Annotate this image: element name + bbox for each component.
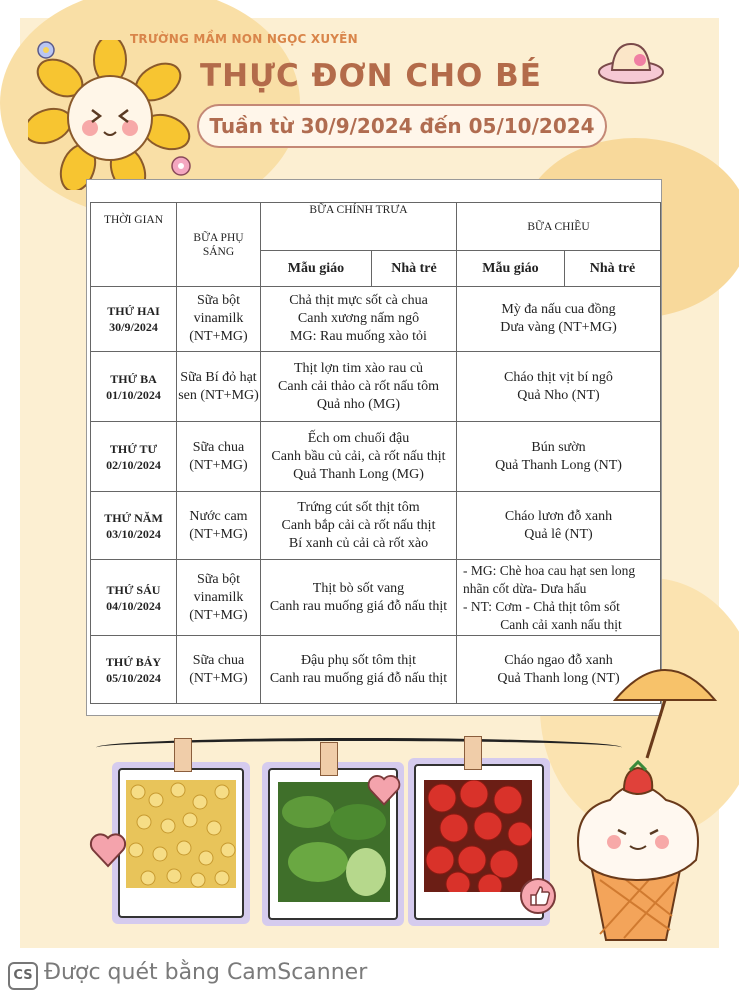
lunch-line: Canh xương nấm ngô bbox=[297, 311, 420, 326]
breakfast-cell: Sữa chua (NT+MG) bbox=[177, 636, 261, 704]
lunch-line: Ếch om chuối đậu bbox=[307, 430, 410, 446]
afternoon-line: - NT: Cơm - Chả thịt tôm sốt bbox=[463, 598, 620, 614]
day-name: THỨ HAI bbox=[107, 304, 160, 318]
breakfast-cell: Sữa chua (NT+MG) bbox=[177, 422, 261, 492]
corn-photo bbox=[118, 768, 244, 918]
lunch-cell bbox=[261, 287, 457, 352]
sub-kindergarten: Mẫu giáo bbox=[457, 251, 565, 287]
lunch-line: Bí xanh củ cải cà rốt xào bbox=[288, 535, 429, 551]
clothespin bbox=[464, 736, 482, 770]
heart-icon bbox=[88, 830, 128, 870]
tomato-image bbox=[424, 780, 532, 892]
table-row bbox=[91, 287, 661, 352]
sun-hat-illustration bbox=[596, 40, 666, 86]
umbrella-illustration bbox=[610, 640, 720, 760]
corn-image bbox=[126, 780, 236, 888]
day-date: 03/10/2024 bbox=[106, 526, 161, 541]
sub-nursery: Nhà trẻ bbox=[372, 251, 457, 287]
day-name: THỨ SÁU bbox=[106, 582, 161, 597]
afternoon-cell bbox=[457, 560, 661, 636]
breakfast-cell: Sữa bột vinamilk (NT+MG) bbox=[177, 287, 261, 352]
breakfast-cell: Sữa bột vinamilk (NT+MG) bbox=[177, 560, 261, 636]
day-cell bbox=[91, 422, 177, 492]
lunch-line: Quả nho (MG) bbox=[316, 396, 401, 412]
afternoon-cell bbox=[457, 422, 661, 492]
day-date: 30/9/2024 bbox=[109, 320, 158, 334]
lunch-line: Trứng cút sốt thịt tôm bbox=[297, 499, 420, 515]
small-flower-icon bbox=[36, 40, 56, 60]
afternoon-line: Cháo thịt vịt bí ngô bbox=[504, 369, 613, 385]
school-name: TRƯỜNG MẦM NON NGỌC XUYÊN bbox=[130, 32, 358, 46]
afternoon-line: Dưa vàng (NT+MG) bbox=[500, 320, 617, 335]
lunch-line: Canh rau muống giá đỗ nấu thịt bbox=[269, 598, 448, 614]
day-name: THỨ BA bbox=[110, 371, 157, 386]
like-badge-icon bbox=[518, 876, 558, 916]
day-cell bbox=[91, 636, 177, 704]
lunch-line: Thịt lợn tim xào rau củ bbox=[293, 360, 424, 376]
afternoon-line: Cháo ngao đỗ xanh bbox=[504, 652, 613, 668]
lunch-line: MG: Rau muống xào tỏi bbox=[290, 329, 427, 344]
header-lunch: BỮA CHÍNH TRƯA bbox=[261, 203, 457, 251]
camscanner-logo: CS bbox=[8, 962, 38, 990]
day-date: 02/10/2024 bbox=[106, 457, 161, 472]
afternoon-line: Cháo lươn đỗ xanh bbox=[504, 508, 613, 524]
clothespin bbox=[320, 742, 338, 776]
lunch-cell bbox=[261, 560, 457, 636]
header-afternoon: BỮA CHIỀU bbox=[457, 203, 661, 251]
heart-icon bbox=[366, 772, 402, 808]
day-name: THỨ TƯ bbox=[109, 441, 158, 456]
lunch-line: Canh rau muống giá đỗ nấu thịt bbox=[269, 670, 448, 686]
lunch-line: Canh bầu củ cải, cà rốt nấu thịt bbox=[271, 448, 446, 464]
page-title: THỰC ĐƠN CHO BÉ bbox=[200, 58, 542, 94]
camscanner-watermark: Được quét bằng CamScanner bbox=[44, 960, 368, 985]
day-name: THỨ BẢY bbox=[105, 654, 162, 669]
flower-cat-illustration bbox=[28, 40, 193, 190]
clothespin bbox=[174, 738, 192, 772]
lunch-cell bbox=[261, 492, 457, 560]
table-row bbox=[91, 422, 661, 492]
afternoon-line: Canh cải xanh nấu thịt bbox=[500, 616, 622, 632]
lunch-line: Canh cải thảo cà rốt nấu tôm bbox=[278, 378, 439, 394]
afternoon-cell bbox=[457, 492, 661, 560]
afternoon-line: Bún sườn bbox=[531, 439, 586, 455]
afternoon-cell bbox=[457, 352, 661, 422]
table-row bbox=[91, 636, 661, 704]
header-time: THỜI GIAN bbox=[91, 203, 177, 287]
sub-nursery: Nhà trẻ bbox=[565, 251, 661, 287]
lunch-line: Canh bắp cải cà rốt nấu thịt bbox=[281, 517, 436, 533]
menu-table-card bbox=[86, 179, 662, 716]
small-flower-icon bbox=[170, 155, 192, 177]
afternoon-line: Quả Thanh Long (NT) bbox=[495, 457, 622, 473]
afternoon-line: Quả Nho (NT) bbox=[517, 387, 600, 403]
lunch-line: Đậu phụ sốt tôm thịt bbox=[300, 652, 417, 668]
afternoon-line: Quả Thanh long (NT) bbox=[497, 670, 620, 686]
lunch-cell bbox=[261, 352, 457, 422]
day-date: 05/10/2024 bbox=[106, 670, 161, 685]
table-row bbox=[91, 560, 661, 636]
lunch-line: Thịt bò sốt vang bbox=[312, 580, 405, 596]
day-cell bbox=[91, 287, 177, 352]
menu-table bbox=[90, 202, 661, 704]
day-date: 01/10/2024 bbox=[106, 387, 161, 402]
lunch-cell bbox=[261, 636, 457, 704]
afternoon-line: Mỳ đa nấu cua đồng bbox=[501, 302, 616, 317]
table-row bbox=[91, 492, 661, 560]
afternoon-cell bbox=[457, 287, 661, 352]
ice-cream-illustration bbox=[566, 760, 706, 945]
day-name: THỨ NĂM bbox=[104, 510, 163, 525]
table-row bbox=[91, 352, 661, 422]
day-cell bbox=[91, 352, 177, 422]
lunch-cell bbox=[261, 422, 457, 492]
breakfast-cell: Sữa Bí đỏ hạt sen (NT+MG) bbox=[177, 352, 261, 422]
lunch-line: Quả Thanh Long (MG) bbox=[293, 466, 424, 482]
afternoon-line: Quả lê (NT) bbox=[524, 526, 593, 542]
day-cell bbox=[91, 492, 177, 560]
sub-kindergarten: Mẫu giáo bbox=[261, 251, 372, 287]
header-breakfast: BỮA PHỤ SÁNG bbox=[177, 203, 261, 287]
breakfast-cell: Nước cam (NT+MG) bbox=[177, 492, 261, 560]
lunch-line: Chả thịt mực sốt cà chua bbox=[289, 293, 428, 308]
day-date: 04/10/2024 bbox=[106, 598, 161, 613]
day-cell bbox=[91, 560, 177, 636]
week-range: Tuần từ 30/9/2024 đến 05/10/2024 bbox=[197, 104, 607, 148]
afternoon-line: - MG: Chè hoa cau hạt sen long nhãn cốt dừa- Dưa hấu bbox=[463, 562, 636, 596]
